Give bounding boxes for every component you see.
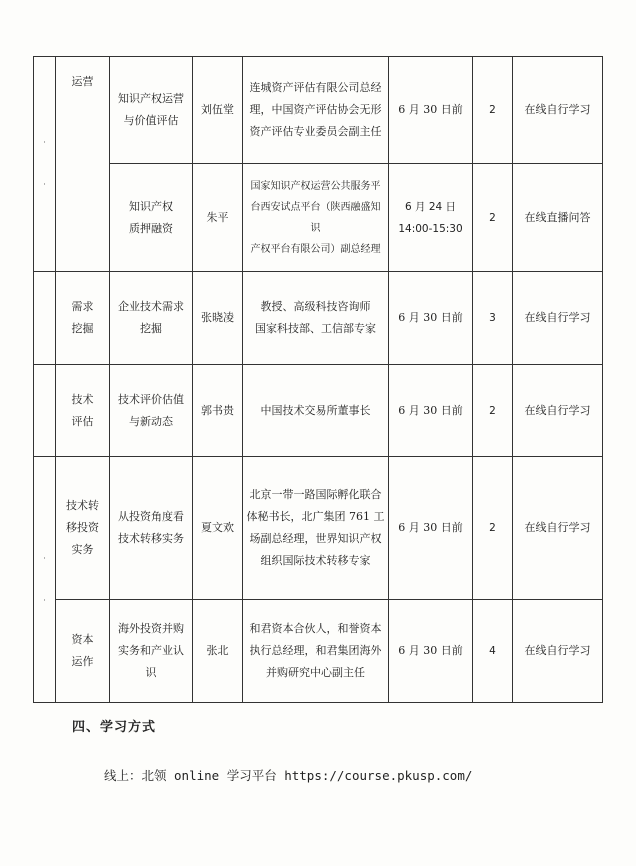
hours-cell: 2	[473, 164, 513, 272]
lecturer-cell: 刘伍堂	[193, 57, 243, 164]
course-cell: 海外投资并购 实务和产业认 识	[110, 600, 193, 703]
lecturer-cell: 朱平	[193, 164, 243, 272]
mode-cell: 在线自行学习	[513, 57, 603, 164]
date-cell: 6 月 24 日 14:00-15:30	[389, 164, 473, 272]
category-cell: 技术转 移投资 实务	[56, 457, 110, 600]
course-cell: 知识产权运营 与价值评估	[110, 57, 193, 164]
lecturer-title-cell: 和君资本合伙人，和誉资本 执行总经理，和君集团海外 并购研究中心副主任	[243, 600, 389, 703]
date-cell: 6 月 30 日前	[389, 457, 473, 600]
lecturer-cell: 张晓凌	[193, 272, 243, 365]
date-cell: 6 月 30 日前	[389, 365, 473, 457]
mode-cell: 在线自行学习	[513, 365, 603, 457]
mode-cell: 在线自行学习	[513, 600, 603, 703]
course-table	[33, 56, 603, 703]
left-margin-cell	[34, 365, 56, 457]
date-cell: 6 月 30 日前	[389, 600, 473, 703]
left-margin-marks: · ·	[34, 457, 56, 703]
table-row	[34, 57, 603, 164]
table-row	[34, 365, 603, 457]
lecturer-title-cell: 教授、高级科技咨询师 国家科技部、工信部专家	[243, 272, 389, 365]
mode-cell: 在线直播问答	[513, 164, 603, 272]
category-cell: 资本 运作	[56, 600, 110, 703]
date-cell: 6 月 30 日前	[389, 57, 473, 164]
course-cell: 技术评价估值 与新动态	[110, 365, 193, 457]
course-cell: 企业技术需求 挖掘	[110, 272, 193, 365]
category-cell: 需求 挖掘	[56, 272, 110, 365]
course-cell: 从投资角度看 技术转移实务	[110, 457, 193, 600]
lecturer-title-cell: 中国技术交易所董事长	[243, 365, 389, 457]
table-row	[34, 272, 603, 365]
course-cell: 知识产权 质押融资	[110, 164, 193, 272]
lecturer-title-cell: 北京一带一路国际孵化联合 体秘书长，北广集团 761 工 场副总经理，世界知识产权 组织国际技术转移专家	[243, 457, 389, 600]
hours-cell: 4	[473, 600, 513, 703]
table-row	[34, 457, 603, 600]
lecturer-cell: 张北	[193, 600, 243, 703]
lecturer-cell: 郭书贵	[193, 365, 243, 457]
lecturer-title-cell: 连城资产评估有限公司总经 理，中国资产评估协会无形 资产评估专业委员会副主任	[243, 57, 389, 164]
category-cell: 运营	[56, 57, 110, 272]
hours-cell: 2	[473, 457, 513, 600]
mode-cell: 在线自行学习	[513, 272, 603, 365]
left-margin-marks: · ·	[34, 57, 56, 272]
hours-cell: 3	[473, 272, 513, 365]
date-cell: 6 月 30 日前	[389, 272, 473, 365]
category-cell: 技术 评估	[56, 365, 110, 457]
section-heading: 四、学习方式	[72, 720, 157, 735]
mode-cell: 在线自行学习	[513, 457, 603, 600]
left-margin-cell	[34, 272, 56, 365]
lecturer-title-cell: 国家知识产权运营公共服务平 台西安试点平台（陕西融盛知识 产权平台有限公司）副总经理	[243, 164, 389, 272]
table-row	[34, 164, 603, 272]
hours-cell: 2	[473, 57, 513, 164]
table-row	[34, 600, 603, 703]
lecturer-cell: 夏文欢	[193, 457, 243, 600]
hours-cell: 2	[473, 365, 513, 457]
online-platform-line: 线上：北领 online 学习平台 https://course.pkusp.com/	[104, 768, 473, 783]
